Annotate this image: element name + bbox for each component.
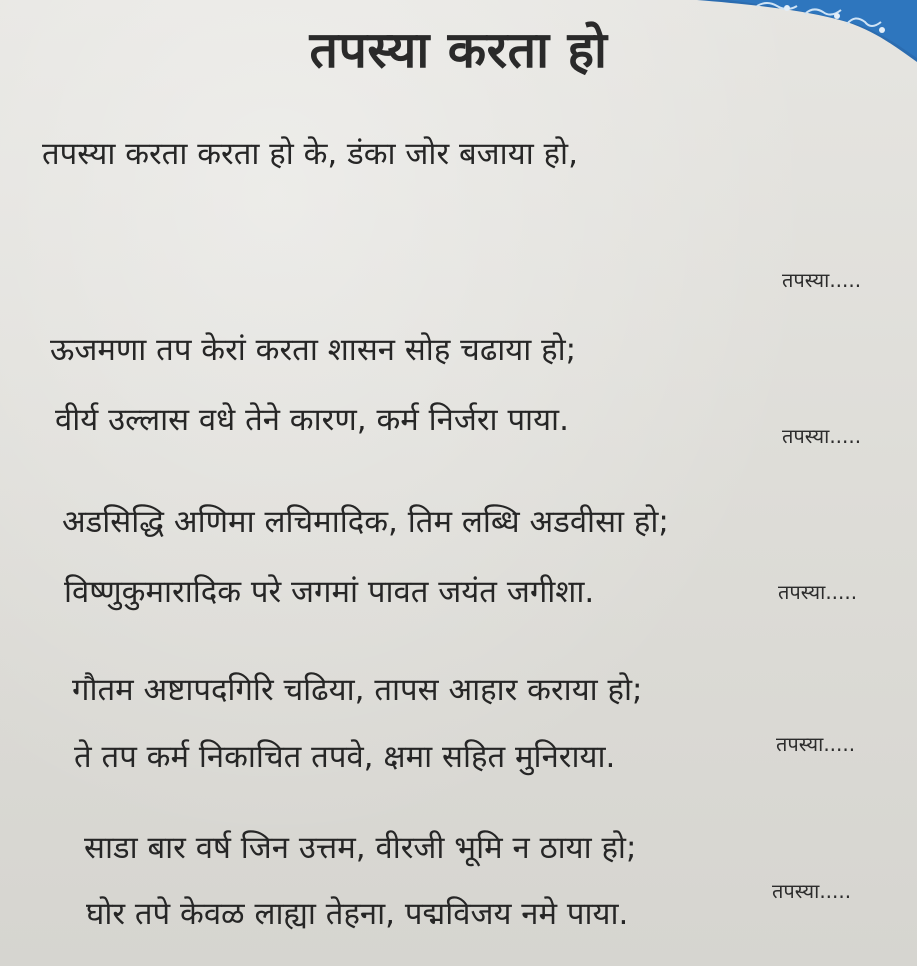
refrain-2: तपस्या.....	[782, 424, 862, 448]
stanza-1-line-1: तपस्या करता करता हो के, डंका जोर बजाया हो,	[42, 136, 578, 172]
stanza-2-line-2: वीर्य उल्लास वधे तेने कारण, कर्म निर्जरा पाया.	[55, 402, 569, 438]
stanza-2-line-1: ऊजमणा तप केरां करता शासन सोह चढाया हो;	[50, 332, 577, 368]
stanza-3-line-2: विष्णुकुमारादिक परे जगमां पावत जयंत जगीशा.	[64, 574, 595, 610]
refrain-1: तपस्या.....	[782, 268, 862, 292]
refrain-4: तपस्या.....	[776, 732, 856, 756]
stanza-3-line-1: अडसिद्धि अणिमा लचिमादिक, तिम लब्धि अडवीसा हो;	[62, 504, 669, 540]
song-title: तपस्या करता हो	[309, 21, 608, 79]
stanza-5-line-1: साडा बार वर्ष जिन उत्तम, वीरजी भूमि न ठाया हो;	[84, 830, 637, 866]
refrain-5: तपस्या.....	[772, 879, 852, 903]
stanza-4-line-2: ते तप कर्म निकाचित तपवे, क्षमा सहित मुनिराया.	[74, 739, 616, 775]
stanza-4-line-1: गौतम अष्टापदगिरि चढिया, तापस आहार कराया हो;	[72, 672, 643, 708]
stanza-5-line-2: घोर तपे केवळ लाह्या तेहना, पद्मविजय नमे पाया.	[86, 896, 629, 932]
refrain-3: तपस्या.....	[778, 580, 858, 604]
